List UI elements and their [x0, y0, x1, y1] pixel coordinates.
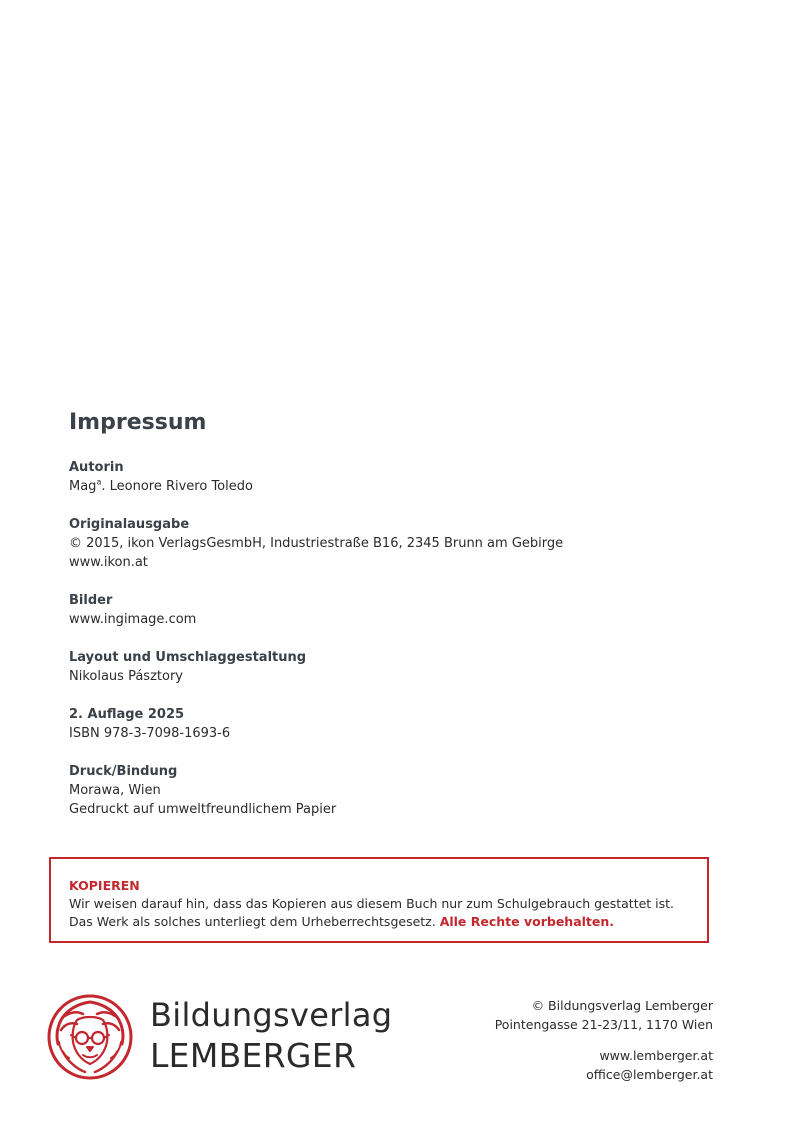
section-heading: Originalausgabe	[69, 517, 190, 532]
section-heading: 2. Auflage 2025	[69, 707, 185, 722]
notice-line: Wir weisen darauf hin, dass das Kopieren aus diesem Buch nur zum Schulgebrauch gestattet ist.	[69, 896, 675, 911]
contact-copyright: © Bildungsverlag Lemberger	[531, 998, 713, 1013]
imprint-sections	[69, 458, 709, 838]
contact-website-link[interactable]: www.lemberger.at	[599, 1048, 713, 1063]
section-line: Morawa, Wien	[69, 783, 161, 798]
contact-email-link[interactable]: office@lemberger.at	[586, 1067, 713, 1082]
section-original-edition	[69, 515, 709, 572]
brand-name-line2: LEMBERGER	[150, 1036, 357, 1075]
lion-head-with-glasses-icon	[47, 994, 133, 1080]
brand-name-line1: Bildungsverlag	[150, 996, 393, 1034]
section-link[interactable]: www.ingimage.com	[69, 612, 197, 627]
section-heading: Autorin	[69, 460, 124, 475]
author-title-prefix: Mag	[69, 479, 97, 494]
section-line: Nikolaus Pásztory	[69, 669, 183, 684]
section-printing	[69, 762, 709, 819]
notice-title: KOPIEREN	[69, 878, 140, 893]
section-line: ISBN 978-3-7098-1693-6	[69, 726, 231, 741]
section-link[interactable]: www.ikon.at	[69, 555, 148, 570]
notice-rights-reserved: Alle Rechte vorbehalten.	[439, 914, 615, 929]
page-title: Impressum	[69, 410, 207, 435]
section-images	[69, 591, 709, 629]
copy-notice-box	[49, 857, 709, 943]
section-edition	[69, 705, 709, 743]
section-layout	[69, 648, 709, 686]
notice-line-prefix: Das Werk als solches unterliegt dem Urheberrechtsgesetz.	[69, 914, 440, 929]
section-heading: Bilder	[69, 593, 113, 608]
section-line: Gedruckt auf umweltfreundlichem Papier	[69, 802, 337, 817]
section-heading: Layout und Umschlaggestaltung	[69, 650, 307, 665]
author-name	[69, 477, 709, 496]
contact-address: Pointengasse 21-23/11, 1170 Wien	[494, 1017, 713, 1032]
author-name-text: . Leonore Rivero Toledo	[101, 479, 253, 494]
section-author	[69, 458, 709, 496]
section-heading: Druck/Bindung	[69, 764, 178, 779]
publisher-contact	[495, 996, 713, 1084]
notice-line	[69, 913, 689, 931]
author-title-sup: a	[96, 477, 102, 487]
section-line: © 2015, ikon VerlagsGesmbH, Industriestraße B16, 2345 Brunn am Gebirge	[69, 536, 564, 551]
